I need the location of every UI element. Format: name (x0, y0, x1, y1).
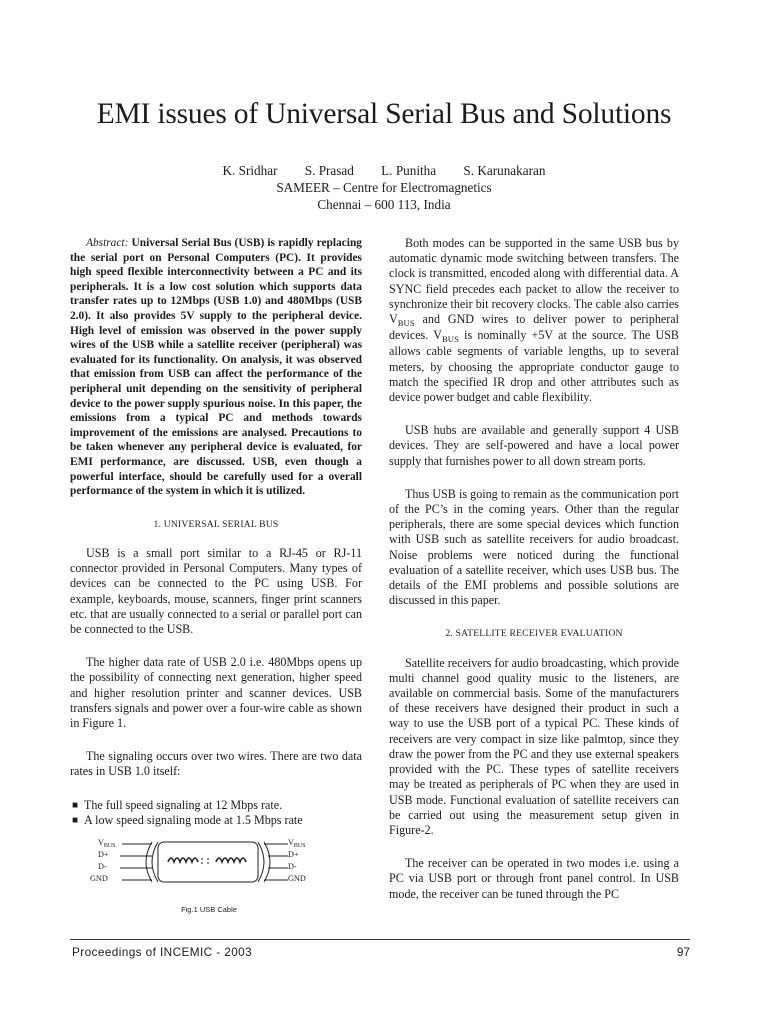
left-column (70, 236, 362, 842)
list-item (70, 813, 362, 828)
paragraph: USB hubs are available and generally support 4 USB devices. They are self-powered and have a local power supply that furnishes power to all down stream ports. (389, 423, 679, 468)
fig-label-vbus-right: $V_{BUS}$ (288, 838, 306, 849)
usb-cable-diagram (98, 832, 320, 902)
paper-title: EMI issues of Universal Serial Bus and Solutions (96, 98, 672, 130)
bullet-icon: ■ (72, 799, 79, 811)
paragraph: The higher data rate of USB 2.0 i.e. 480Mbps opens up the possibility of connecting next generation, higher speed and higher resolution printer and scanner devices. USB transfers signals and power over a four-wire cable as shown in Figure 1. (70, 655, 362, 730)
paragraph: Both modes can be supported in the same USB bus by automatic dynamic mode switching between transfers. The clock is transmitted, encoded along with differential data. A SYNC field precedes each packet to allow the receiver to synchronize their bit recovery clocks. The cable also carries $V_{BUS}$ and GND wires to deliver power to peripheral devices. $V_{BUS}$ is nominally +5V at the source. The USB allows cable segments of variable lengths, up to several meters, by choosing the appropriate conductor gauge to match the specified IR drop and other attributes such as device power budget and cable flexibility. (389, 236, 679, 405)
paragraph: Thus USB is going to remain as the communication port of the PC’s in the coming years. Other than the regular peripherals, there are some special devices which function with USB such as satellite receivers for audio broadcast. Noise problems were noticed during the functional evaluation of a satellite receiver, which uses USB bus. The details of the EMI problems and possible solutions are discussed in this paper. (389, 486, 679, 608)
right-column (389, 236, 679, 920)
list-item-text: The full speed signaling at 12 Mbps rate. (84, 797, 283, 812)
location: Chennai – 600 113, India (317, 197, 451, 212)
abstract (70, 236, 362, 499)
figure-usb-cable (90, 832, 320, 922)
section-heading-2: 2. SATELLITE RECEIVER EVALUATION (445, 628, 623, 640)
fig-label-dplus-right: D+ (288, 850, 299, 859)
bullet-icon: ■ (72, 814, 79, 826)
page-number: 97 (676, 945, 690, 959)
abstract-text: Universal Serial Bus (USB) is rapidly replacing the serial port on Personal Computers (PC). It provides high speed flexible interconnectivity between a PC and its peripherals. It is a low cost solution which supports data transfer rates up to 12Mbps (USB 1.0) and 480Mbps (USB 2.0). It also provides 5V supply to the peripheral device. High level of emission was observed in the power supply wires of the USB while a satellite receiver (peripheral) was evaluated for its functionality. On analysis, it was observed that emission from USB can affect the performance of the peripheral unit depending on the sensitivity of peripheral device to the power supply spurious noise. In this paper, the emissions from a typical PC and methods towards improvement of the emissions are analysed. Precautions to be taken whenever any peripheral device is evaluated, for EMI performance, are discussed. USB, even though a powerful interface, should be carefully used for a overall performance of the system in which it is utilized. (70, 237, 362, 498)
fig-label-dminus-right: D- (288, 862, 297, 871)
footer-proceedings: Proceedings of INCEMIC - 2003 (72, 945, 253, 959)
author-name: L. Punitha (381, 163, 437, 178)
author-block (0, 162, 768, 213)
author-name: K. Sridhar (222, 163, 278, 178)
list-item-text: A low speed signaling mode at 1.5 Mbps rate (84, 812, 303, 827)
fig-label-gnd-left: GND (90, 874, 108, 883)
bullet-list (70, 798, 362, 828)
footer-rule (70, 939, 690, 940)
paragraph: The receiver can be operated in two modes i.e. using a PC via USB port or through front panel control. In USB mode, the receiver can be tuned through the PC (389, 856, 679, 901)
paragraph: The signaling occurs over two wires. There are two data rates in USB 1.0 itself: (70, 749, 362, 779)
list-item (70, 798, 362, 813)
paragraph: USB is a small port similar to a RJ-45 or RJ-11 connector provided in Personal Computers. Many types of devices can be connected to the PC using USB. For example, keyboards, mouse, scanners, finger print scanners etc. that are usually connected to a serial or parallel port can be connected to the USB. (70, 545, 362, 636)
paragraph: Satellite receivers for audio broadcasting, which provide multi channel good quality music to the listeners, are available on commercial basis. Some of the manufacturers of these receivers have designed their product in such a way to use the USB port of a typical PC. These kinds of receivers are very compact in size like palmtop, since they draw the power from the PC and they use external speakers provided with the PC. These types of satellite receivers may be treated as peripherals of PC when they are used in USB mode. Functional evaluation of satellite receivers can be carried out using the measurement setup given in Figure-2. (389, 655, 679, 837)
affiliation: SAMEER – Centre for Electromagnetics (276, 180, 492, 195)
author-name: S. Prasad (304, 163, 354, 178)
fig-label-dminus-left: D- (98, 862, 107, 871)
fig-label-vbus-left: $V_{BUS}$ (98, 838, 116, 849)
author-names (0, 162, 768, 179)
figure-caption: Fig.1 USB Cable (181, 905, 237, 914)
author-name: S. Karunakaran (463, 163, 546, 178)
fig-label-gnd-right: GND (288, 874, 306, 883)
fig-label-dplus-left: D+ (98, 850, 109, 859)
section-heading-1: 1. UNIVERSAL SERIAL BUS (153, 518, 279, 530)
abstract-lead: Abstract: (86, 237, 129, 249)
